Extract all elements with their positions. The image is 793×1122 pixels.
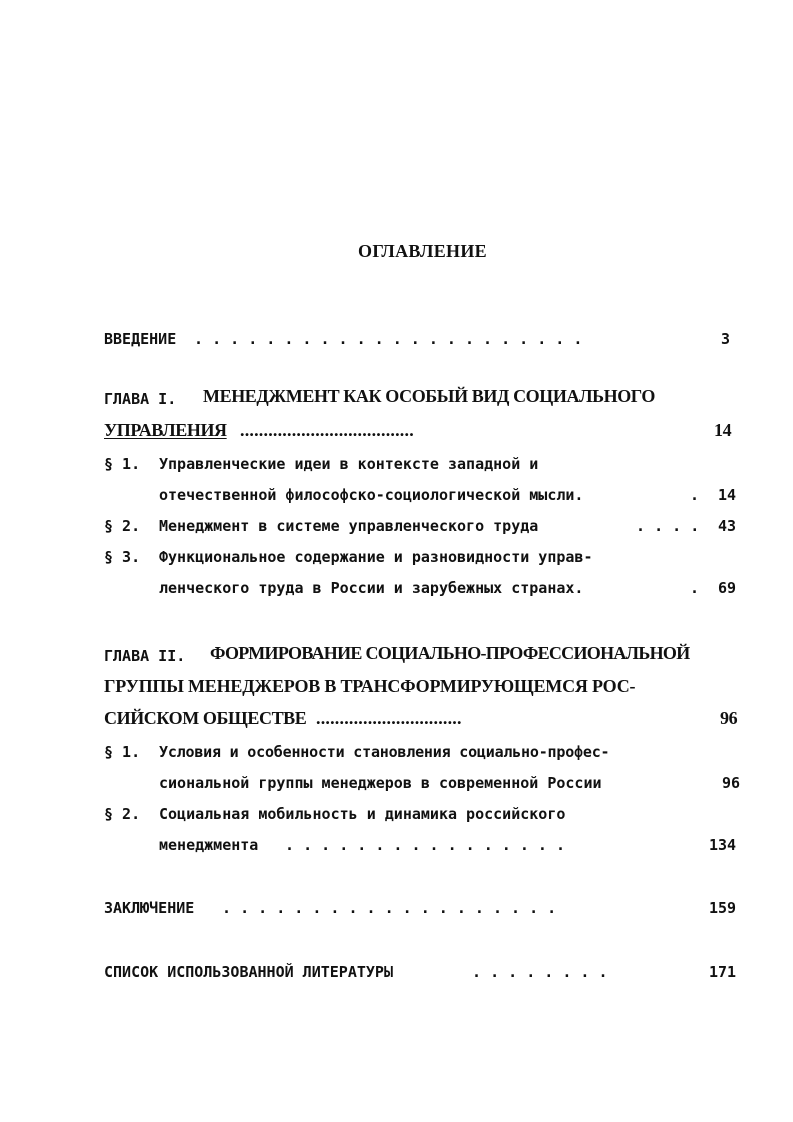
toc-bibliography-dots: . . . . . . . . bbox=[463, 963, 608, 981]
ch1-sec1-page: 14 bbox=[718, 486, 737, 504]
ch1-sec1-dots: . bbox=[681, 486, 700, 504]
ch1-sec2-line1: Менеджмент в системе управленческого труда bbox=[159, 517, 539, 535]
ch1-sec1-line1: Управленческие идеи в контексте западной и bbox=[159, 455, 539, 473]
ch2-sec2-number: § 2. bbox=[104, 805, 141, 823]
ch1-sec2-page: 43 bbox=[718, 517, 737, 535]
toc-intro-dots: . . . . . . . . . . . . . . . . . . . . . . bbox=[185, 330, 583, 348]
ch1-sec2-number: § 2. bbox=[104, 517, 141, 535]
chapter2-dots: ............................... bbox=[316, 708, 462, 728]
ch2-sec1-line1: Условия и особенности становления социально-профес- bbox=[159, 743, 610, 761]
chapter2-title-line2: ГРУППЫ МЕНЕДЖЕРОВ В ТРАНСФОРМИРУЮЩЕМСЯ РОС- bbox=[104, 676, 636, 696]
ch1-sec3-line1: Функциональное содержание и разновидности управ- bbox=[159, 548, 593, 566]
ch1-sec1-number: § 1. bbox=[104, 455, 141, 473]
ch1-sec2-dots: . . . . bbox=[627, 517, 700, 535]
toc-conclusion-page: 159 bbox=[709, 899, 737, 917]
chapter2-page: 96 bbox=[720, 708, 738, 728]
chapter1-title-line2: УПРАВЛЕНИЯ bbox=[104, 420, 227, 440]
ch2-sec2-page: 134 bbox=[709, 836, 737, 854]
chapter2-title-line3: СИЙСКОМ ОБЩЕСТВЕ bbox=[104, 708, 307, 728]
ch2-sec2-dots: . . . . . . . . . . . . . . . . bbox=[276, 836, 565, 854]
ch1-sec3-dots: . bbox=[681, 579, 700, 597]
ch1-sec3-page: 69 bbox=[718, 579, 737, 597]
toc-bibliography-page: 171 bbox=[709, 963, 737, 981]
chapter1-dots: ..................................... bbox=[240, 420, 414, 440]
chapter1-prefix: ГЛАВА I. bbox=[104, 390, 177, 408]
ch1-sec3-number: § 3. bbox=[104, 548, 141, 566]
toc-conclusion-dots: . . . . . . . . . . . . . . . . . . . bbox=[213, 899, 557, 917]
ch2-sec2-line2: менеджмента bbox=[159, 836, 259, 854]
toc-bibliography-label: СПИСОК ИСПОЛЬЗОВАННОЙ ЛИТЕРАТУРЫ bbox=[104, 963, 393, 981]
ch1-sec3-line2: ленческого труда в России и зарубежных странах. bbox=[159, 579, 584, 597]
page-title: ОГЛАВЛЕНИЕ bbox=[358, 241, 487, 261]
toc-intro-page: 3 bbox=[721, 330, 731, 348]
ch1-sec1-line2: отечественной философско-социологической мысли. bbox=[159, 486, 584, 504]
toc-conclusion-label: ЗАКЛЮЧЕНИЕ bbox=[104, 899, 195, 917]
chapter2-prefix: ГЛАВА II. bbox=[104, 647, 186, 665]
chapter1-title-line1: МЕНЕДЖМЕНТ КАК ОСОБЫЙ ВИД СОЦИАЛЬНОГО bbox=[203, 386, 655, 406]
ch2-sec1-page: 96 bbox=[722, 774, 741, 792]
toc-intro-label: ВВЕДЕНИЕ bbox=[104, 330, 177, 348]
ch2-sec1-line2: сиональной группы менеджеров в современной России bbox=[159, 774, 602, 792]
chapter1-page: 14 bbox=[714, 420, 732, 440]
ch2-sec2-line1: Социальная мобильность и динамика российского bbox=[159, 805, 566, 823]
chapter2-title-line1: ФОРМИРОВАНИЕ СОЦИАЛЬНО-ПРОФЕССИОНАЛЬНОЙ bbox=[210, 643, 690, 663]
ch2-sec1-number: § 1. bbox=[104, 743, 141, 761]
